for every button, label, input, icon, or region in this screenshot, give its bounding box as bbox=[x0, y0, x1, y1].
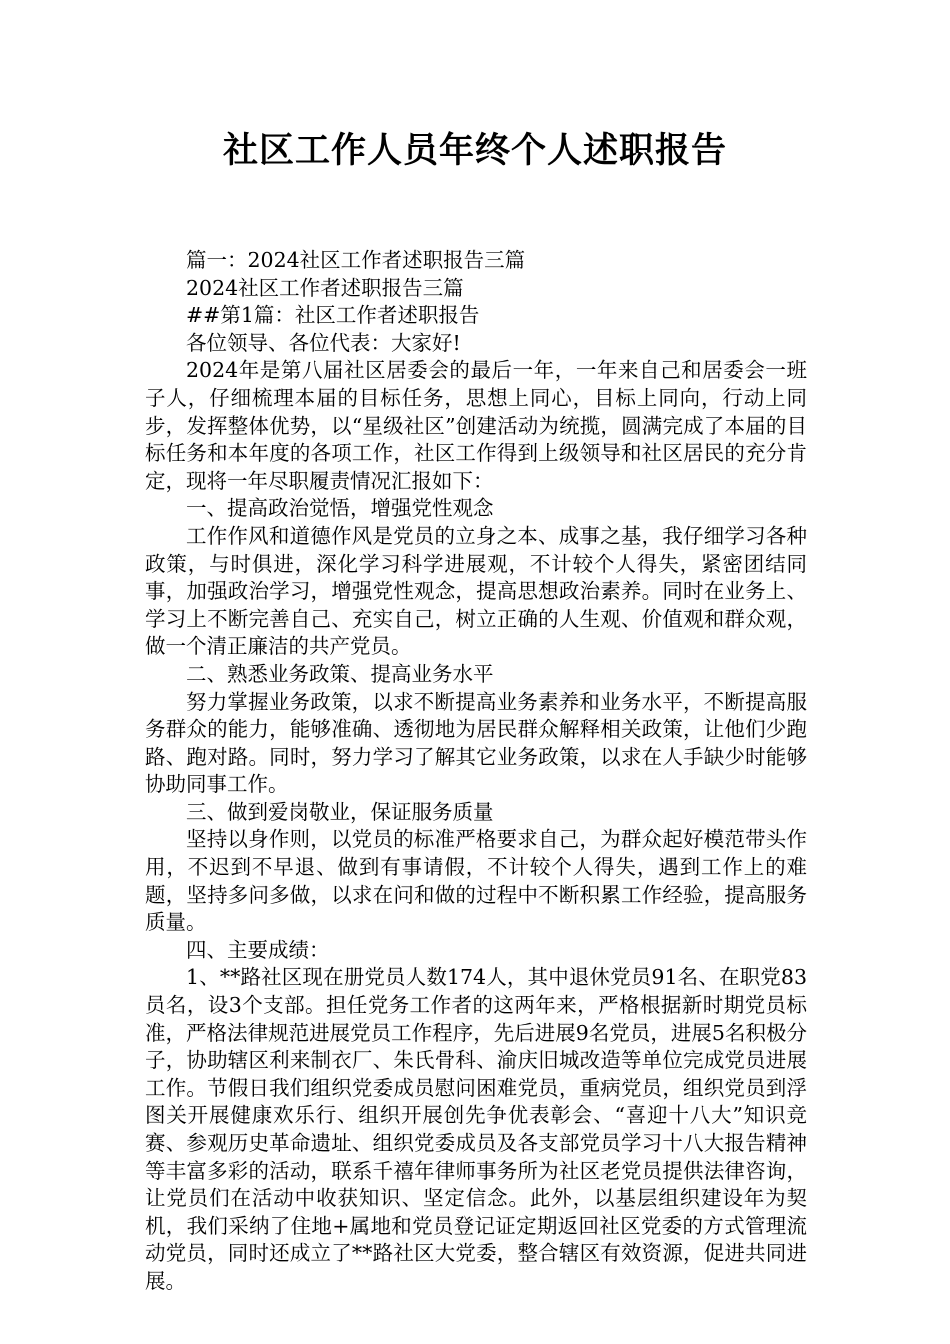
paragraph-political-awareness: 工作作风和道德作风是党员的立身之本、成事之基，我仔细学习各种政策，与时俱进，深化学习科学进展观，不计较个人得失，紧密团结同事，加强政治学习，增强党性观念，提高思想政治素养。同时在业务上、学习上不断完善自己、充实自己，树立正确的人生观、价值观和群众观，做一个清正廉洁的共产党员。 bbox=[145, 523, 807, 659]
heading-business-policy: 二、熟悉业务政策、提高业务水平 bbox=[186, 661, 494, 686]
paragraph-intro: 2024年是第八届社区居委会的最后一年，一年来自己和居委会一班子人，仔细梳理本届的目标任务，思想上同心，目标上同向，行动上同步，发挥整体优势，以“星级社区”创建活动为统揽，圆满完成了本届的目标任务和本年度的各项工作，社区工作得到上级领导和社区居民的充分肯定，现将一年尽职履责情况汇报如下： bbox=[145, 358, 807, 493]
paragraph-subtitle: 2024社区工作者述职报告三篇 bbox=[186, 275, 464, 300]
document-title: 社区工作人员年终个人述职报告 bbox=[222, 131, 727, 171]
heading-dedication: 三、做到爱岗敬业，保证服务质量 bbox=[186, 799, 494, 824]
paragraph-section-heading: 篇一：2024社区工作者述职报告三篇 bbox=[186, 248, 526, 272]
paragraph-greeting: 各位领导、各位代表：大家好! bbox=[186, 330, 461, 355]
paragraph-dedication: 坚持以身作则，以党员的标准严格要求自己，为群众起好模范带头作用，不迟到不早退、做到有事请假，不计较个人得失，遇到工作上的难题，坚持多问多做，以求在问和做的过程中不断积累工作经验，提高服务质量。 bbox=[145, 827, 807, 935]
paragraph-business-policy: 努力掌握业务政策，以求不断提高业务素养和业务水平，不断提高服务群众的能力，能够准确、透彻地为居民群众解释相关政策，让他们少跑路、跑对路。同时，努力学习了解其它业务政策，以求在人手缺少时能够协助同事工作。 bbox=[145, 689, 807, 797]
heading-political-awareness: 一、提高政治觉悟，增强党性观念 bbox=[186, 496, 494, 521]
document-body bbox=[145, 247, 807, 1296]
paragraph-part-heading: ##第1篇：社区工作者述职报告 bbox=[186, 303, 480, 328]
heading-achievements: 四、主要成绩： bbox=[186, 937, 330, 962]
paragraph-achievements: 1、**路社区现在册党员人数174人，其中退休党员91名、在职党83员名，设3个支部。担任党务工作者的这两年来，严格根据新时期党员标准，严格法律规范进展党员工作程序，先后进展9名党员，进展5名积极分子，协助辖区利来制衣厂、朱氏骨科、渝庆旧城改造等单位完成党员进展工作。节假日我们组织党委成员慰问困难党员，重病党员，组织党员到浮图关开展健康欢乐行、组织开展创先争优表彰会、“喜迎十八大”知识竞赛、参观历史革命遗址、组织党委成员及各支部党员学习十八大报告精神等丰富多彩的活动，联系千禧年律师事务所为社区老党员提供法律咨询，让党员们在活动中收获知识、坚定信念。此外，以基层组织建设年为契机，我们采纳了住地+属地和党员登记证定期返回社区党委的方式管理流动党员，同时还成立了**路社区大党委，整合辖区有效资源，促进共同进展。 bbox=[145, 965, 807, 1293]
